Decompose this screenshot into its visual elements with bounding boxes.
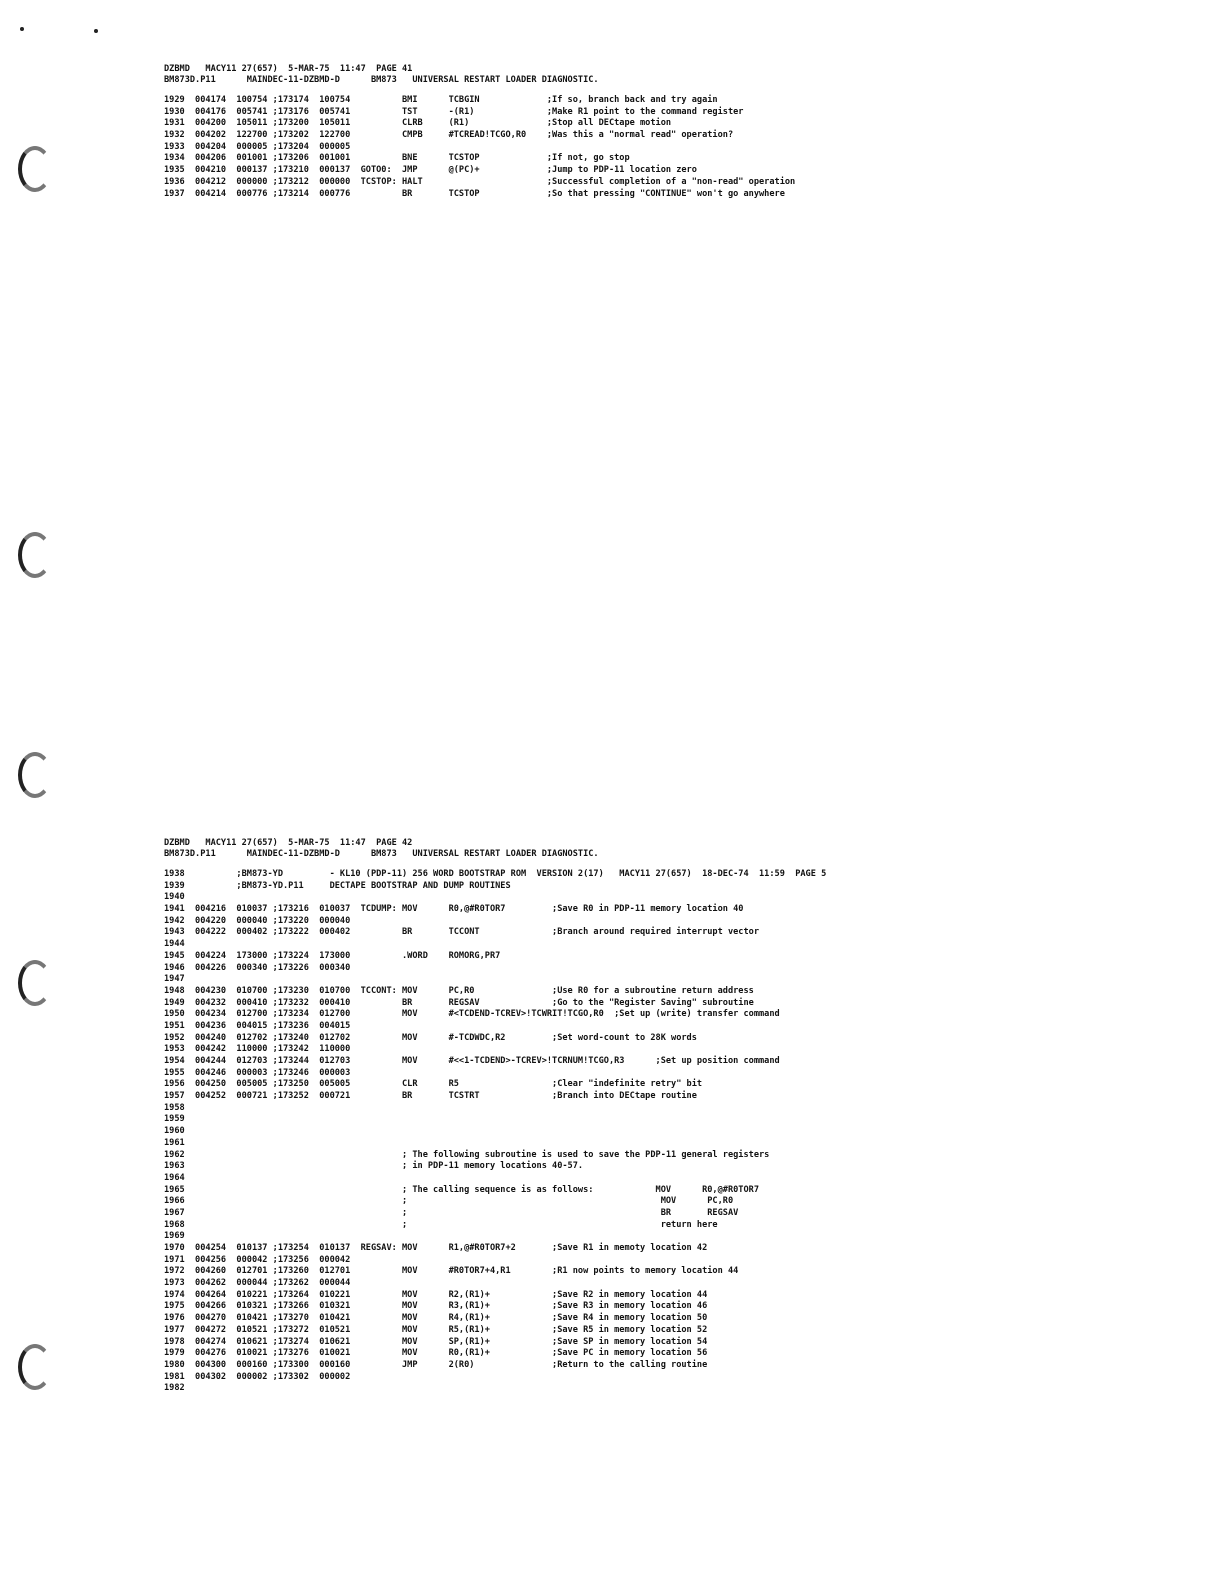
page-header-line-1: DZBMD MACY11 27(657) 5-MAR-75 11:47 PAGE 41 [164, 64, 413, 74]
code-line: 1959 [164, 1114, 185, 1125]
code-line: 1980 004300 000160 ;173300 000160 JMP 2(R0) ;Return to the calling routine [164, 1359, 708, 1370]
page-header-line-1: DZBMD MACY11 27(657) 5-MAR-75 11:47 PAGE 42 [164, 838, 413, 848]
code-listing [164, 869, 826, 1395]
code-listing [164, 95, 795, 200]
listing-page-41 [164, 64, 795, 200]
code-line: 1958 [164, 1102, 185, 1113]
code-line: 1967 ; BR REGSAV [164, 1207, 739, 1218]
code-line: 1960 [164, 1126, 185, 1137]
code-line: 1975 004266 010321 ;173266 010321 MOV R3,(R1)+ ;Save R3 in memory location 46 [164, 1301, 708, 1312]
code-line: 1934 004206 001001 ;173206 001001 BNE TCSTOP ;If not, go stop [164, 153, 630, 164]
code-line: 1950 004234 012700 ;173234 012700 MOV #<TCDEND-TCREV>!TCWRIT!TCGO,R0 ;Set up (write) transfer command [164, 1009, 780, 1020]
code-line: 1970 004254 010137 ;173254 010137 REGSAV: MOV R1,@#R0TOR7+2 ;Save R1 in memoty location 42 [164, 1243, 708, 1253]
binder-hole [18, 1344, 52, 1390]
code-line: 1947 [164, 974, 185, 985]
code-line: 1932 004202 122700 ;173202 122700 CMPB #TCREAD!TCGO,R0 ;Was this a "normal read" operation? [164, 130, 734, 141]
code-line: 1972 004260 012701 ;173260 012701 MOV #R0TOR7+4,R1 ;R1 now points to memory location 44 [164, 1266, 739, 1277]
code-line: 1973 004262 000044 ;173262 000044 [164, 1278, 351, 1289]
code-line: 1969 [164, 1231, 185, 1242]
code-line: 1943 004222 000402 ;173222 000402 BR TCCONT ;Branch around required interrupt vector [164, 927, 759, 938]
code-line: 1954 004244 012703 ;173244 012703 MOV #<<1-TCDEND>-TCREV>!TCRNUM!TCGO,R3 ;Set up position command [164, 1056, 780, 1066]
code-line: 1955 004246 000003 ;173246 000003 [164, 1067, 351, 1078]
page-header-line-2: BM873D.P11 MAINDEC-11-DZBMD-D BM873 UNIVERSAL RESTART LOADER DIAGNOSTIC. [164, 848, 599, 859]
code-line: 1949 004232 000410 ;173232 000410 BR REGSAV ;Go to the "Register Saving" subroutine [164, 997, 754, 1008]
code-line: 1961 [164, 1137, 185, 1148]
code-line: 1974 004264 010221 ;173264 010221 MOV R2,(R1)+ ;Save R2 in memory location 44 [164, 1289, 708, 1300]
code-line: 1968 ; return here [164, 1219, 718, 1230]
listing-page-42 [164, 838, 826, 1395]
code-line: 1953 004242 110000 ;173242 110000 [164, 1044, 351, 1055]
code-line: 1981 004302 000002 ;173302 000002 [164, 1371, 351, 1382]
code-line: 1930 004176 005741 ;173176 005741 TST -(R1) ;Make R1 point to the command register [164, 106, 744, 117]
binder-hole [18, 752, 52, 798]
code-line: 1933 004204 000005 ;173204 000005 [164, 141, 351, 152]
page-header-line-2: BM873D.P11 MAINDEC-11-DZBMD-D BM873 UNIVERSAL RESTART LOADER DIAGNOSTIC. [164, 74, 599, 85]
code-line: 1948 004230 010700 ;173230 010700 TCCONT: MOV PC,R0 ;Use R0 for a subroutine return address [164, 985, 754, 996]
code-line: 1971 004256 000042 ;173256 000042 [164, 1254, 351, 1265]
code-line: 1931 004200 105011 ;173200 105011 CLRB (R1) ;Stop all DECtape motion [164, 118, 672, 129]
code-line: 1937 004214 000776 ;173214 000776 BR TCSTOP ;So that pressing "CONTINUE" won't go anywhere [164, 188, 785, 199]
binder-hole [18, 146, 52, 192]
code-line: 1936 004212 000000 ;173212 000000 TCSTOP: HALT ;Successful completion of a "non-read" operation [164, 176, 796, 187]
code-line: 1941 004216 010037 ;173216 010037 TCDUMP: MOV R0,@#R0TOR7 ;Save R0 in PDP-11 memory location 40 [164, 904, 744, 915]
code-line: 1929 004174 100754 ;173174 100754 BMI TCBGIN ;If so, branch back and try again [164, 95, 718, 105]
code-line: 1942 004220 000040 ;173220 000040 [164, 915, 351, 926]
scan-speck [94, 29, 98, 33]
code-line: 1944 [164, 939, 185, 950]
code-line: 1976 004270 010421 ;173270 010421 MOV R4,(R1)+ ;Save R4 in memory location 50 [164, 1313, 708, 1324]
code-line: 1946 004226 000340 ;173226 000340 [164, 962, 351, 973]
binder-hole [18, 960, 52, 1006]
code-line: 1963 ; in PDP-11 memory locations 40-57. [164, 1161, 584, 1172]
code-line: 1965 ; The calling sequence is as follows: MOV R0,@#R0TOR7 [164, 1184, 759, 1195]
code-line: 1979 004276 010021 ;173276 010021 MOV R0,(R1)+ ;Save PC in memory location 56 [164, 1348, 708, 1359]
code-line: 1962 ; The following subroutine is used to save the PDP-11 general registers [164, 1149, 770, 1160]
code-line: 1938 ;BM873-YD - KL10 (PDP-11) 256 WORD BOOTSTRAP ROM VERSION 2(17) MACY11 27(657) 18-DEC-74 11:59 PAGE 5 [164, 869, 827, 879]
code-line: 1982 [164, 1383, 185, 1394]
code-line: 1935 004210 000137 ;173210 000137 GOTO0: JMP @(PC)+ ;Jump to PDP-11 location zero [164, 165, 697, 176]
code-line: 1957 004252 000721 ;173252 000721 BR TCSTRT ;Branch into DECtape routine [164, 1091, 697, 1102]
code-line: 1977 004272 010521 ;173272 010521 MOV R5,(R1)+ ;Save R5 in memory location 52 [164, 1324, 708, 1335]
code-line: 1956 004250 005005 ;173250 005005 CLR R5 ;Clear "indefinite retry" bit [164, 1079, 703, 1090]
code-line: 1951 004236 004015 ;173236 004015 [164, 1020, 351, 1031]
binder-hole [18, 532, 52, 578]
scan-speck [20, 27, 24, 31]
code-line: 1964 [164, 1172, 185, 1183]
code-line: 1978 004274 010621 ;173274 010621 MOV SP,(R1)+ ;Save SP in memory location 54 [164, 1336, 708, 1347]
code-line: 1939 ;BM873-YD.P11 DECTAPE BOOTSTRAP AND DUMP ROUTINES [164, 880, 511, 891]
code-line: 1952 004240 012702 ;173240 012702 MOV #-TCDWDC,R2 ;Set word-count to 28K words [164, 1032, 697, 1043]
code-line: 1966 ; MOV PC,R0 [164, 1196, 734, 1207]
code-line: 1940 [164, 892, 185, 903]
code-line: 1945 004224 173000 ;173224 173000 .WORD ROMORG,PR7 [164, 950, 501, 961]
